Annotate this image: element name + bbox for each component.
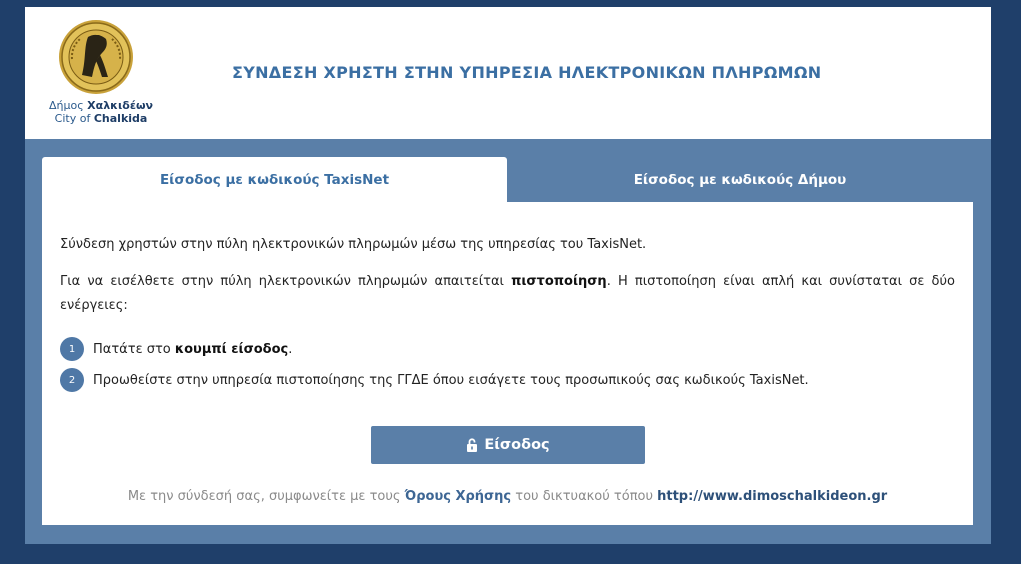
page-header (25, 7, 991, 139)
step-item (60, 337, 292, 361)
site-url: http://www.dimoschalkideon.gr (657, 489, 888, 504)
logo-text-english: City of Chalkida (54, 112, 148, 125)
login-button-label: Είσοδος (484, 437, 550, 453)
page-title: ΣΥΝΔΕΣΗ ΧΡΗΣΤΗ ΣΤΗΝ ΥΠΗΡΕΣΙΑ ΗΛΕΚΤΡΟΝΙΚΩΝ ΠΛΗΡΩΜΩΝ (232, 63, 822, 82)
authentication-text: Για να εισέλθετε στην πύλη ηλεκτρονικών πληρωμών απαιτείται πιστοποίηση. Η πιστοποίηση είναι απλή και συνίσταται σε δύο ενέργειες: (60, 274, 955, 313)
lock-open-icon (466, 438, 478, 452)
step-number-badge: 2 (60, 368, 84, 392)
terms-notice: Με την σύνδεσή σας, συμφωνείτε με τους Όρους Χρήσης του δικτυακού τόπου http://www.dimoschalkideon.gr (127, 489, 888, 504)
intro-text: Σύνδεση χρηστών στην πύλη ηλεκτρονικών πληρωμών μέσω της υπηρεσίας του TaxisNet. (60, 237, 647, 252)
login-panel (42, 202, 973, 525)
tab-taxisnet-login[interactable]: Είσοδος με κωδικούς TaxisNet (42, 157, 507, 202)
terms-link[interactable]: Όρους Χρήσης (404, 489, 512, 504)
step-number-badge: 1 (60, 337, 84, 361)
step-text: Προωθείστε στην υπηρεσία πιστοποίησης της ΓΓΔΕ όπου εισάγετε τους προσωπικούς σας κωδικούς TaxisNet. (93, 372, 809, 388)
logo-text-greek: Δήμος Χαλκιδέων (48, 99, 154, 112)
login-button[interactable] (371, 426, 645, 464)
city-seal-icon (58, 19, 134, 95)
step-item (60, 368, 809, 392)
tab-municipality-login[interactable]: Είσοδος με κωδικούς Δήμου (507, 157, 973, 202)
step-text: Πατάτε στο κουμπί είσοδος. (93, 341, 293, 357)
city-logo[interactable] (41, 19, 161, 134)
login-container (25, 139, 991, 544)
